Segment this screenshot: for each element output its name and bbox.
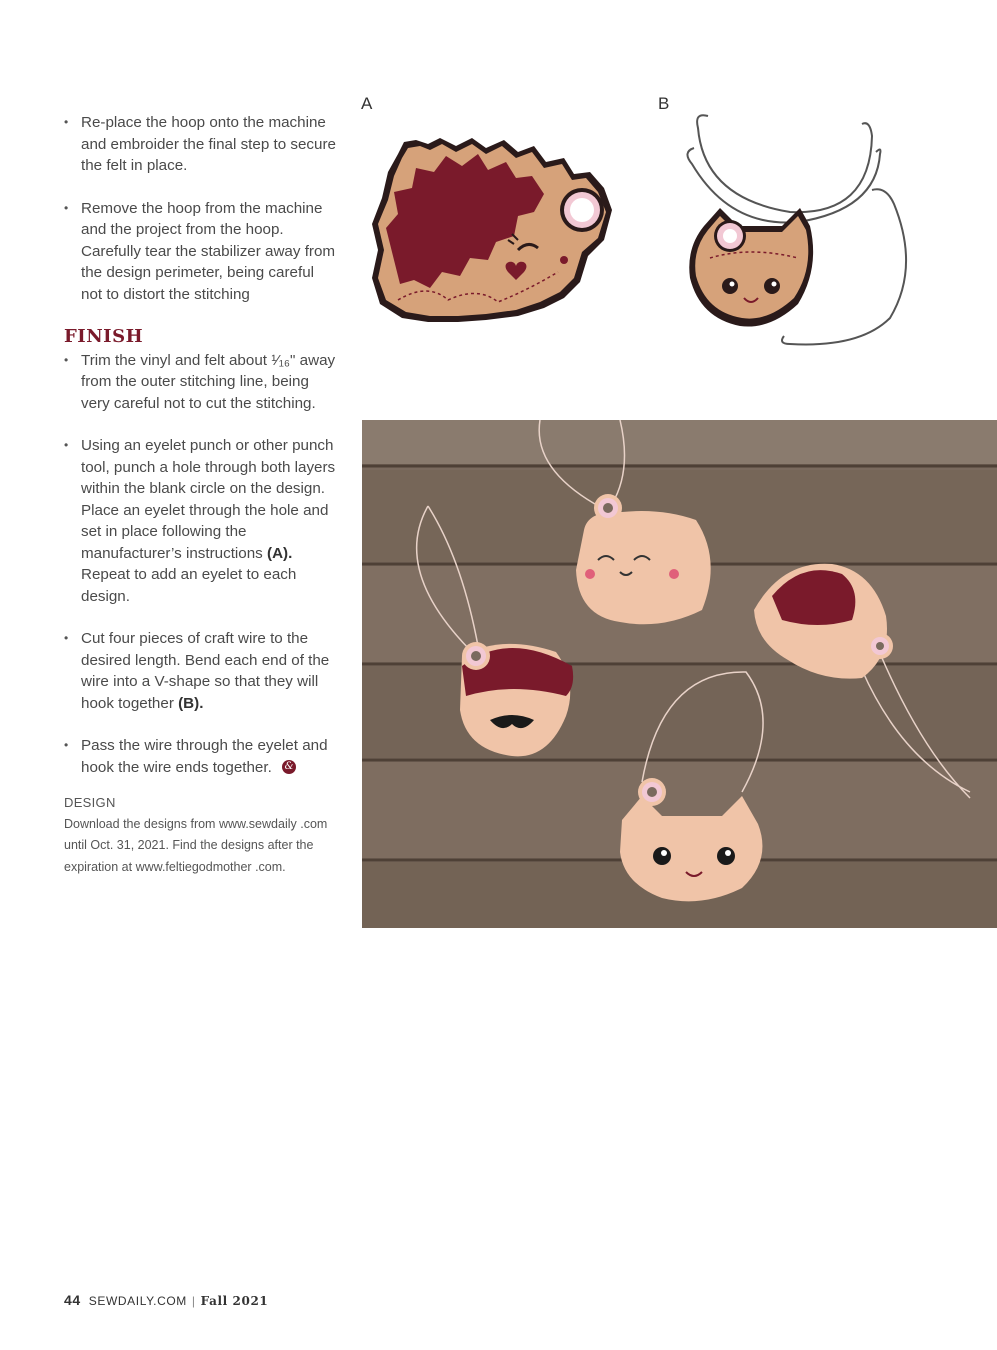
finish-step-wire-text: Cut four pieces of craft wire to the desired length. Bend each end of the wire into a V-shape so that they will hook together: [81, 630, 330, 712]
finish-step-eyelet-text: Using an eyelet punch or other punch tool, punch a hole through both layers within the blank circle on the design. Place an eyelet through the hole and set in place following the manufacturer’s instructions: [81, 437, 336, 562]
hedgehog-illustration: [368, 132, 628, 332]
wire-and-kitty-illustration: [680, 108, 920, 358]
finish-step-eyelet: [64, 435, 339, 607]
design-text: Download the designs from www.sewdaily .com until Oct. 31, 2021. Find the designs after the expiration at www.feltiegodmother .com.: [64, 816, 328, 874]
instruction-column: [64, 112, 339, 878]
ornaments-photo: [362, 420, 997, 928]
figure-b-label: B: [658, 94, 670, 113]
finish-step-wire: [64, 628, 339, 714]
steps-list: [64, 112, 339, 305]
page-footer: [64, 1292, 268, 1308]
finish-step-hook: [64, 735, 339, 778]
footer-site: SEWDAILY.COM: [88, 1294, 187, 1308]
step-rehoop: • Re-place the hoop onto the machine and embroider the final step to secure the felt in place.: [64, 112, 339, 177]
design-label: DESIGN: [64, 795, 116, 810]
finish-step-trim: • Trim the vinyl and felt about ¹⁄₁₆" away from the outer stitching line, being very careful not to cut the stitching.: [64, 350, 339, 415]
figure-a-label: A: [361, 94, 373, 113]
figure-ref-a: (A).: [267, 544, 293, 562]
finish-heading: FINISH: [64, 326, 144, 347]
footer-separator: |: [191, 1294, 196, 1308]
finish-steps-list: [64, 350, 339, 779]
finish-step-hook-text: Pass the wire through the eyelet and hook the wire ends together.: [81, 737, 328, 776]
figure-ref-b: (B).: [178, 694, 204, 712]
end-mark-icon: &: [282, 760, 296, 774]
footer-issue: Fall 2021: [200, 1294, 269, 1308]
step-remove-hoop: • Remove the hoop from the machine and the project from the hoop. Carefully tear the stabilizer away from the design perimeter, being careful not to distort the stitching: [64, 198, 339, 306]
finish-step-eyelet-tail: Repeat to add an eyelet to each design.: [81, 566, 297, 605]
page-number: 44: [64, 1292, 81, 1308]
